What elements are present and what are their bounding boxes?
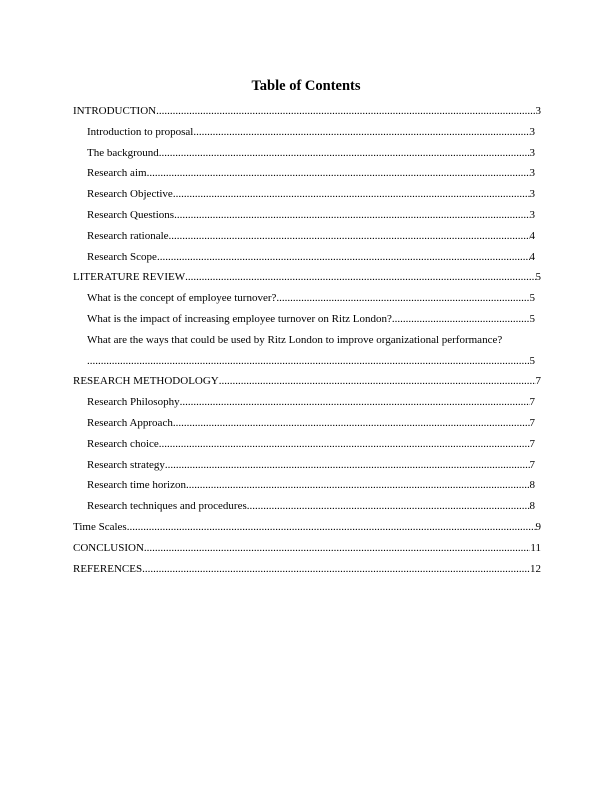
toc-subsection-entry[interactable] [73,163,535,184]
toc-entry-text: CONCLUSION [73,541,144,554]
toc-entry-text: Time Scales [73,520,127,533]
toc-subsection-entry[interactable] [73,122,535,143]
toc-entry-leader-line [87,351,535,372]
toc-dot-leader [186,475,530,496]
toc-dot-leader [144,538,531,559]
toc-page-number: 4 [529,229,535,242]
toc-subsection-entry[interactable] [73,413,535,434]
toc-dot-leader [159,143,530,164]
toc-page-number: 7 [529,458,535,471]
toc-dot-leader [159,434,530,455]
toc-subsection-entry[interactable] [73,475,535,496]
toc-subsection-entry[interactable] [73,226,535,247]
toc-dot-leader [180,392,530,413]
toc-dot-leader [185,267,535,288]
toc-entry-text: Research aim [87,167,147,180]
toc-entry-text: RESEARCH METHODOLOGY [73,375,219,388]
toc-page-number: 7 [529,416,535,429]
toc-page-number: 7 [529,396,535,409]
toc-subsection-entry[interactable] [73,205,535,226]
toc-entry-text: LITERATURE REVIEW [73,271,186,284]
toc-title: Table of Contents [251,78,361,94]
toc-entry-text: Research strategy [87,458,165,471]
toc-page-number: 3 [529,125,535,138]
toc-page-number: 12 [530,562,541,575]
toc-dot-leader [169,226,530,247]
toc-dot-leader [219,371,536,392]
toc-entry-text: INTRODUCTION [73,105,157,117]
toc-page-number: 7 [529,437,535,450]
toc-section-entry[interactable] [73,267,541,288]
toc-dot-leader [87,351,530,372]
toc-entry-text: Research time horizon [87,479,186,492]
toc-page-number: 8 [529,479,535,492]
toc-dot-leader [247,496,530,517]
toc-dot-leader [392,309,530,330]
toc-subsection-entry[interactable] [73,392,535,413]
toc-entry-text: Research Approach [87,416,173,429]
toc-entry-text: Research rationale [87,229,169,242]
toc-entry-text: Research Objective [87,188,173,201]
toc-dot-leader [165,455,530,476]
toc-subsection-entry[interactable] [73,496,535,517]
toc-section-entry[interactable] [73,517,541,538]
toc-entry-text: What is the concept of employee turnover? [87,292,277,305]
toc-entry-text: Research Philosophy [87,396,180,409]
toc-page-number: 8 [529,500,535,513]
toc-page-number: 3 [529,146,535,159]
toc-list [73,101,541,579]
toc-page-number: 3 [529,167,535,180]
toc-entry-text: The background [87,146,159,159]
toc-subsection-entry[interactable] [73,330,535,372]
toc-subsection-entry[interactable] [73,455,535,476]
toc-entry-text: Research Questions [87,208,175,221]
toc-section-entry[interactable] [73,559,541,580]
toc-section-entry[interactable] [73,101,541,122]
toc-entry-text: REFERENCES [73,562,143,575]
toc-entry-text: What is the impact of increasing employee turnover on Ritz London? [87,312,392,325]
toc-section-entry[interactable] [73,371,541,392]
toc-subsection-entry[interactable] [73,434,535,455]
toc-subsection-entry[interactable] [73,309,535,330]
toc-page-number: 3 [529,208,535,221]
toc-dot-leader [147,163,530,184]
toc-entry-text: Research techniques and procedures [87,500,247,513]
toc-dot-leader [173,413,530,434]
toc-entry-text: What are the ways that could be used by Ritz London to improve organizational performance? [87,333,503,346]
toc-dot-leader [193,122,529,143]
toc-entry-line [87,330,535,351]
toc-entry-text: Introduction to proposal [87,125,194,138]
toc-dot-leader [174,205,529,226]
toc-dot-leader [156,101,535,122]
toc-entry-text: Research Scope [87,250,157,263]
toc-subsection-entry[interactable] [73,247,535,268]
toc-dot-leader [173,184,530,205]
toc-subsection-entry[interactable] [73,184,535,205]
toc-page-number: 5 [535,271,541,284]
toc-subsection-entry[interactable] [73,143,535,164]
toc-dot-leader [142,559,530,580]
toc-page-number: 5 [529,292,535,305]
toc-page-number: 3 [535,105,541,117]
toc-entry-text: Research choice [87,437,159,450]
toc-page-number: 5 [529,312,535,325]
toc-dot-leader [157,247,530,268]
toc-section-entry[interactable] [73,538,541,559]
toc-page-number: 4 [529,250,535,263]
toc-page-number: 5 [529,354,535,367]
toc-page-number: 9 [535,520,541,533]
toc-page-number: 11 [530,541,541,554]
toc-page-number: 3 [529,188,535,201]
toc-page-number: 7 [535,375,541,388]
toc-subsection-entry[interactable] [73,288,535,309]
toc-dot-leader [276,288,529,309]
toc-dot-leader [127,517,536,538]
